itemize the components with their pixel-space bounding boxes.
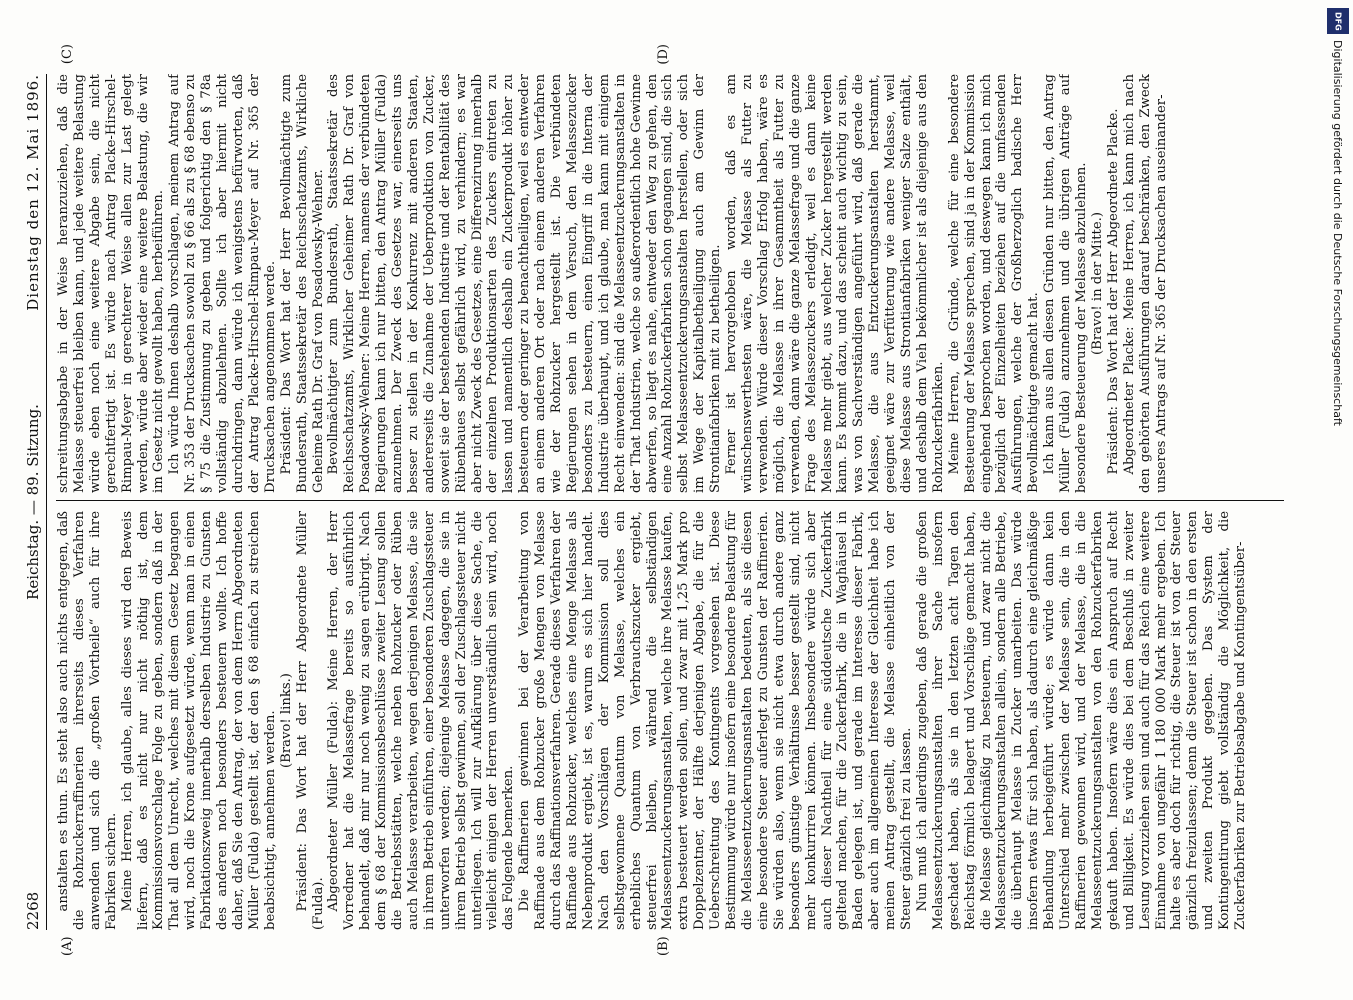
margin-marker-a: (A) — [60, 936, 75, 956]
right-column — [56, 74, 1284, 493]
document-page — [16, 20, 1296, 980]
left-column — [56, 511, 1284, 930]
margin-marker-d: (D) — [656, 44, 671, 65]
paragraph: Ferner ist hervorgehoben worden, daß es am wünschenswerthesten wäre, die Melasse als Futter zu verwenden. Würde dieser Vorschlag Erfolg haben, wäre es möglich, die Melasse in ihrer Gesammtheit als Futter zu verwenden, dann wäre die ganze Melassefrage und die ganze Frage des Melassezuckers erledigt, weil es dann keine Melasse mehr giebt, aus welcher Zucker hergestellt werden kann. Es kommt dazu, und das scheint auch wichtig zu sein, was von Sachverständigen angeführt wird, daß gerade die Melasse, die aus Entzuckerungsanstalten herstammt, geeignet wäre zur Verfütterung wie andere Melasse, weil diese Melasse aus Strontianfabriken weniger Salze enthält, und deshalb dem Vieh bekömmlicher ist als diejenige aus den Rohzuckerfabriken. — [724, 74, 946, 493]
session-date: Dienstag den 12. Mai 1896. — [24, 74, 43, 311]
paragraph: Abgeordneter Müller (Fulda): Meine Herren, der Herr Vorredner hat die Melassefrage bereits so ausführlich behandelt, daß mir nur noch wenig zu sagen erübrigt. Nach dem § 68 der Kommissionsbeschlüsse zweiter Lesung sollen die Betriebsstätten, welche neben Rohzucker oder Rüben auch Melasse verarbeiten, wegen derjenigen Melasse, die sie in ihrem Betrieb einführen, einer besonderen Zuschlagssteuer unterworfen werden; diejenige Melasse dagegen, die sie in ihrem Betrieb selbst gewinnen, soll der Zuschlagssteuer nicht unterliegen. Ich will zur Aufklärung über diese Sache, die vielleicht einigen der Herren unverständlich sein wird, noch das Folgende bemerken. — [326, 511, 517, 930]
paragraph: Nun muß ich allerdings zugeben, daß gerade die großen Melasseentzuckerungsanstalten ihrer Sache insofern geschadet haben, als sie in den letzten acht Tagen den Reichstag förmlich belagert und Vorschläge gemacht haben, die Melasse gleichmäßig zu besteuern, und zwar nicht die Melasseentzuckerungsanstalten allein, sondern alle Betriebe, die überhaupt Melasse in Zucker umarbeiten. Das würde insofern etwas für sich haben, als dadurch eine gleichmäßige Behandlung herbeigeführt würde; es würde dann kein Unterschied mehr zwischen der Melasse sein, die in den Raffinerien gewonnen wird, und der Melasse, die in die Melasseentzuckerungsanstalten von den Rohzuckerfabriken gekauft haben. Insofern wäre dies ein Anspruch auf Recht und Billigkeit. Es würde dies bei dem Beschluß in zweiter Lesung vorzuziehen sein und auch für das Reich eine weitere Einnahme von ungefähr 1 180 000 Mark mehr ergeben. Ich halte es aber doch für richtig, die Steuer ist von der Steuer gänzlich freizulassen; denn die Steuer ist schon in den ersten und zweiten Produkt gegeben. Das System der Kontingentirung giebt vollständig die Möglichkeit, die Zuckerfabriken zur Betriebsabgabe und Kontingentsüber- — [914, 511, 1249, 930]
paragraph: Abgeordneter Placke: Meine Herren, ich kann mich nach den gehörten Ausführungen darauf beschränken, den Zweck unseres Antrags auf Nr. 365 der Drucksachen auseinander- — [1121, 74, 1169, 493]
session-title: Reichstag. — 89. Sitzung. — [24, 404, 43, 600]
paragraph: Ich würde Ihnen deshalb vorschlagen, meinem Antrag auf Nr. 353 der Drucksachen sowohl zu § 66 als zu § 68 ebenso zu § 75 die Zustimmung zu geben und folgerichtig den § 78a vollständig abzulehnen. Sollte ich aber hiermit nicht durchdringen, dann würde ich wenigstens befürworten, daß der Antrag Placke-Hirschel-Rimpau-Meyer auf Nr. 365 der Drucksachen angenommen werde. — [167, 74, 278, 493]
dfg-logo: DFG — [1327, 8, 1349, 34]
interjection: (Bravo! in der Mitte.) — [1089, 212, 1105, 355]
speaker-announcement: Präsident: Das Wort hat der Herr Bevollmächtigte zum Bundesrath, Staatssekretär des Reichsschatzamts, Wirkliche Geheime Rath Dr. Graf von Posadowsky-Wehner. — [278, 74, 326, 493]
column-divider — [56, 500, 1284, 501]
paragraph: Meine Herren, ich glaube, alles dieses wird den Beweis liefern, daß es nicht nur nicht nöthig ist, dem Kommissionsvorschlage Folge zu geben, sondern daß in der That all dem Unrecht, welches mit diesem Gesetz begangen wird, noch die Krone aufgesetzt würde, wenn man in einen Fabrikationszweig innerhalb derselben Industrie zu Gunsten des anderen noch besonders besteuern wollte. Ich hoffe daher, daß Sie den Antrag, der von dem Herrn Abgeordneten Müller (Fulda) gestellt ist, der den § 68 einfach zu streichen beabsichtigt, annehmen werden. — [119, 511, 278, 930]
speaker-announcement: Präsident: Das Wort hat der Herr Abgeordnete Placke. — [1105, 108, 1121, 475]
paragraph: anstalten es thun. Es steht also auch nichts entgegen, daß die Rohzuckerraffinerien ihrerseits dieses Verfahren anwenden und sich die „großen Vortheile“ auch für ihre Fabriken sichern. — [56, 511, 119, 930]
text-columns — [56, 74, 1284, 930]
paragraph: Die Raffinerien gewinnen bei der Verarbeitung von Raffinade aus dem Rohzucker große Mengen von Melasse durch das Raffinationsverfahren. Gerade dieses Verfahren der Raffinade aus Rohzucker, welches eine Menge Melasse als Nebenprodukt ergiebt, ist es, warum es sich hier handelt. Nach den Vorschlägen der Kommission soll dies selbstgewonnene Quantum von Melasse, welches ein erhebliches Quantum von Verbrauchszucker ergiebt, steuerfrei bleiben, während die selbständigen Melasseentzuckerungsanstalten, welche ihre Melasse kaufen, extra besteuert werden sollen, und zwar mit 1,25 Mark pro Doppelzentner, der Hälfte derjenigen Abgabe, die für die Ueberschreitung des Kontingents vorgesehen ist. Diese Bestimmung würde nur insofern eine besondere Belastung für die Melasseentzuckerungsanstalten bedeuten, als sie diesen eine besondere Steuer auferlegt zu Gunsten der Raffinerien. Sie würden also, wenn sie nicht etwa durch andere ganz besonders günstige Verhältnisse besser gestellt sind, nicht mehr konkurriren können. Insbesondere würde sich aber auch dieser Nachtheil für eine süddeutsche Zuckerfabrik geltend machen, für die Zuckerfabrik, die in Waghäusel in Baden gelegen ist, und gerade im Interesse dieser Fabrik, aber auch im allgemeinen Interesse der Gleichheit habe ich meinen Antrag gestellt, die Melasse einheitlich von der Steuer gänzlich frei zu lassen. — [517, 511, 915, 930]
digitization-credit-bar — [1323, 0, 1353, 1000]
margin-marker-c: (C) — [60, 44, 75, 65]
margin-marker-b: (B) — [656, 936, 671, 956]
digitization-credit: Digitalisierung gefördert durch die Deutsche Forschungsgemeinschaft — [1331, 40, 1344, 426]
interjection: (Bravo! links.) — [278, 673, 294, 768]
paragraph: schreitungsabgabe in der Weise heranzuziehen, daß die Melasse steuerfrei bleiben kann, und jede weitere Belastung würde eben noch eine weitere Abgabe sein, die nicht gerechtfertigt ist. Es würde nach Antrag Placke-Hirschel-Rimpau-Meyer in gerechterer Weise allen zur Last gelegt werden, würde aber wieder eine weitere Belastung, die wir im Gesetz nicht gewollt haben, herbeiführen. — [56, 74, 167, 493]
page-number: 2268 — [24, 891, 43, 930]
paragraph: Ich kann aus allen diesen Gründen nur bitten, den Antrag Müller (Fulda) anzunehmen und die übrigen Anträge auf besondere Besteuerung der Melasse abzulehnen. — [1042, 74, 1089, 493]
running-head — [20, 74, 44, 930]
paragraph: Bevollmächtigter zum Bundesrath, Staatssekretär des Reichsschatzamts, Wirklicher Geheimer Rath Dr. Graf von Posadowsky-Wehner: Meine Herren, namens der verbündeten Regierungen kann ich nur bitten, den Antrag Müller (Fulda) anzunehmen. Der Zweck des Gesetzes war, einerseits uns besser zu stellen in der Konkurrenz mit anderen Staaten, andererseits die Zunahme der Ueberproduktion von Zucker, soweit sie der bestehenden Industrie und der Rentabilität des Rübenbaues selbst gefährlich wird, zu verhindern; es war aber nicht Zweck des Gesetzes, eine Differenzirung innerhalb der einzelnen Produktionsarten des Zuckers eintreten zu lassen und namentlich deshalb ein Zuckerprodukt höher zu besteuern oder geringer zu benachtheiligen, weil es entweder an einem anderen Ort oder nach einem anderen Verfahren wie der Rohzucker hergestellt ist. Die verbündeten Regierungen sehen in dem Versuch, den Melassezucker besonders zu besteuern, einen Eingriff in die Interna der Industrie überhaupt, und ich glaube, man kann mit einigem Recht einwenden: sind die Melasseentzuckerungsanstalten in der That Industrien, welche so außerordentlich hohe Gewinne abwerfen, so liegt es nahe, entweder den Weg zu gehen, den eine Anzahl Rohzuckerfabriken schon gegangen sind, die sich selbst Melasseentzuckerungsanstalten herstellen, oder sich im Wege der Kapitalbetheiligung auch am Gewinn der Strontianfabriken mit zu betheiligen. — [326, 74, 724, 493]
paragraph: Meine Herren, die Gründe, welche für eine besondere Besteuerung der Melasse sprechen, sind ja in der Kommission eingehend besprochen worden, und deswegen kann ich mich bezüglich der Einzelheiten beziehen auf die umfassenden Ausführungen, welche der Großherzoglich badische Herr Bevollmächtigte gemacht hat. — [946, 74, 1042, 493]
speaker-announcement: Präsident: Das Wort hat der Herr Abgeordnete Müller (Fulda). — [294, 511, 326, 930]
header-rule — [46, 74, 47, 930]
